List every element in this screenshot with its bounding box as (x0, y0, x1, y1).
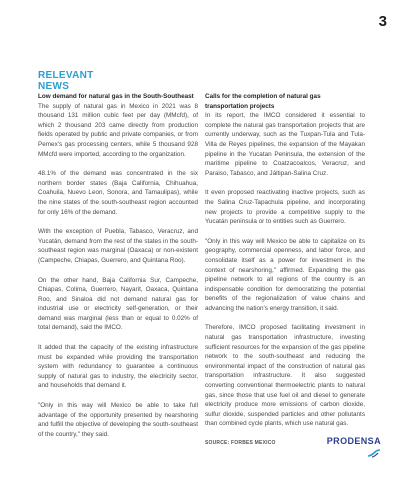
left-paragraph: With the exception of Puebla, Tabasco, Veracruz, and Yucatán, demand from the rest of the states in the south-southeast region was marginal (Oaxaca) or non-existent (Campeche, Chiapas, Guerrero, and Quintana Roo). (38, 228, 198, 264)
right-paragraph: Therefore, IMCO proposed facilitating investment in natural gas transportation infrastructure, investing sufficient resources for the expansion of the gas pipeline network to the south-southeast and reducing the environmental impact of the construction of natural gas transportation infrastructure. It also suggested converting conventional thermoelectric plants to natural gas, since those that use fuel oil and diesel to generate electricity produce more emissions of carbon dioxide, sulfur dioxide, suspended particles and other pollutants than combined cycle plants, which use natural gas. (205, 324, 365, 428)
right-paragraph: In its report, the IMCO considered it essential to complete the natural gas transportation projects that are currently underway, such as the Tuxpan-Tula and Tula-Villa de Reyes pipelines, the expansion of the Mayakan pipeline in the Yucatan Peninsula, the extension of the maritime pipeline to Coatzacoalcos, Veracruz, and Paraiso, Tabasco, and Jáltipan-Salina Cruz. (205, 112, 365, 177)
logo-text: PRODENSA (326, 436, 381, 446)
left-paragraph: On the other hand, Baja California Sur, Campeche, Chiapas, Colima, Guerrero, Nayarit, Oaxaca, Quintana Roo, and Sinaloa did not demand natural gas for industrial use or electricity self-generation, or their demand was marginal (less than or equal to 0.02% of total demand), said the IMCO. (38, 276, 198, 332)
right-paragraph: It even proposed reactivating inactive projects, such as the Salina Cruz-Tapachula pipeline, and incorporating new projects to provide a competitive supply to the Yucatán peninsula or to entities such as Guerrero. (205, 189, 365, 226)
prodensa-logo (313, 436, 381, 458)
section-heading-line-2: NEWS (38, 81, 70, 92)
right-paragraph: "Only in this way will Mexico be able to capitalize on its geography, commercial openness, and labor force, and consolidate itself as a power for investment in the context of nearshoring," affirmed. Expanding the gas pipeline network to all regions of the country is an indispensable condition for democratizing the potential benefits of the regionalization of value chains and advancing the nation's energy transition, it said. (205, 237, 365, 312)
left-paragraph: "Only in this way will Mexico be able to take full advantage of the opportunity presented by nearshoring and fulfill the objective of developing the south-southeast of the country," they said. (38, 402, 198, 438)
left-paragraph: The supply of natural gas in Mexico in 2021 was 8 thousand 131 million cubic feet per day (MMcfd), of which 2 thousand 203 came directly from production fields operated by public and private companies, or from Pemex's gas processing centers, while 5 thousand 928 MMcfd were imported, according to the organization. (38, 102, 198, 158)
left-paragraph: It added that the capacity of the existing infrastructure must be expanded while providing the transportation system with redundancy to guarantee a continuous supply of natural gas to industry, the electricity sector, and households that demand it. (38, 344, 198, 390)
section-heading (38, 70, 94, 92)
logo-swoosh-icon (367, 449, 381, 458)
source-credit: SOURCE: FORBES MEXICO (205, 440, 276, 446)
section-heading-line-1: RELEVANT (38, 70, 94, 81)
right-article-heading: Calls for the completion of natural gas transportation projects (205, 93, 321, 110)
right-column (205, 92, 365, 449)
page-number: 3 (378, 13, 387, 30)
left-column (38, 92, 198, 449)
left-article-heading: Low demand for natural gas in the South-Southeast (38, 93, 194, 100)
left-paragraph: 48.1% of the demand was concentrated in the six northern border states (Baja California, Chihuahua, Coahuila, Nuevo Leon, Sonora, and Tamaulipas), while the nine states of the south-southeast region accounted for only 16% of the demand. (38, 170, 198, 216)
